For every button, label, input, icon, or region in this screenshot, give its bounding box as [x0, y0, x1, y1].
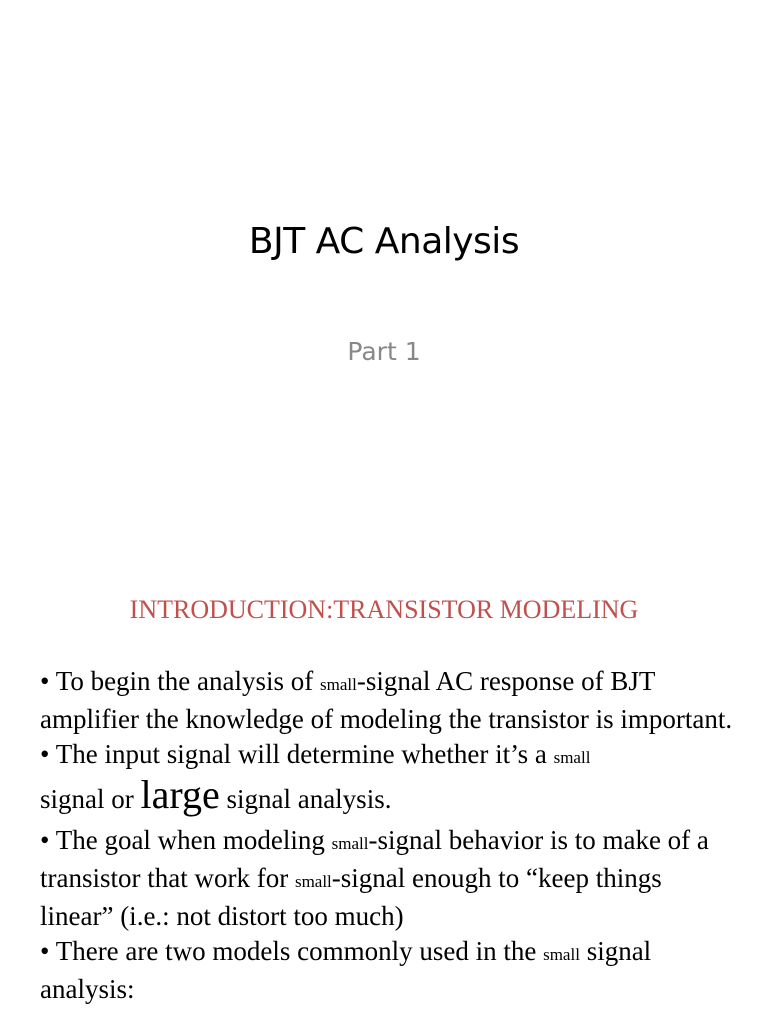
bullet-item-3	[40, 823, 740, 934]
bullet-3-text-pre: • The goal when modeling	[40, 825, 332, 855]
bullet-2-text-pre: • The input signal will determine whether it’s a	[40, 739, 554, 769]
bullet-1-text-pre: • To begin the analysis of	[40, 666, 321, 696]
bullet-item-1	[40, 664, 740, 737]
section-heading: INTRODUCTION:TRANSISTOR MODELING	[129, 595, 639, 624]
bullet-3-text-mid: -signal behavior is to make of a transistor that work for	[40, 825, 709, 893]
bullet-list	[40, 664, 740, 1007]
bullet-item-4	[40, 934, 740, 1007]
bullet-1-text-post: -signal AC response of BJT amplifier the knowledge of modeling the transistor is important.	[40, 666, 733, 734]
slide-subtitle: Part 1	[347, 337, 421, 366]
bullet-3-small-word-1: small	[331, 834, 369, 853]
bullet-1-small-word: small	[320, 675, 357, 694]
bullet-4-text-pre: • There are two models commonly used in the	[40, 936, 544, 966]
bullet-item-2	[40, 737, 740, 823]
bullet-2-text-post: signal analysis.	[219, 784, 392, 814]
bullet-3-text-post: -signal enough to “keep things linear” (i.e.: not distort too much)	[40, 863, 662, 931]
bullet-4-text-post: signal analysis:	[40, 936, 652, 1004]
bullet-2-small-word: small	[553, 748, 591, 767]
bullet-4-small-word: small	[543, 945, 580, 964]
bullet-3-small-word-2: small	[294, 872, 332, 891]
bullet-2-large-word: large	[140, 772, 220, 817]
slide-title: BJT AC Analysis	[248, 221, 520, 262]
bullet-2-line2-pre: signal or	[40, 784, 141, 814]
